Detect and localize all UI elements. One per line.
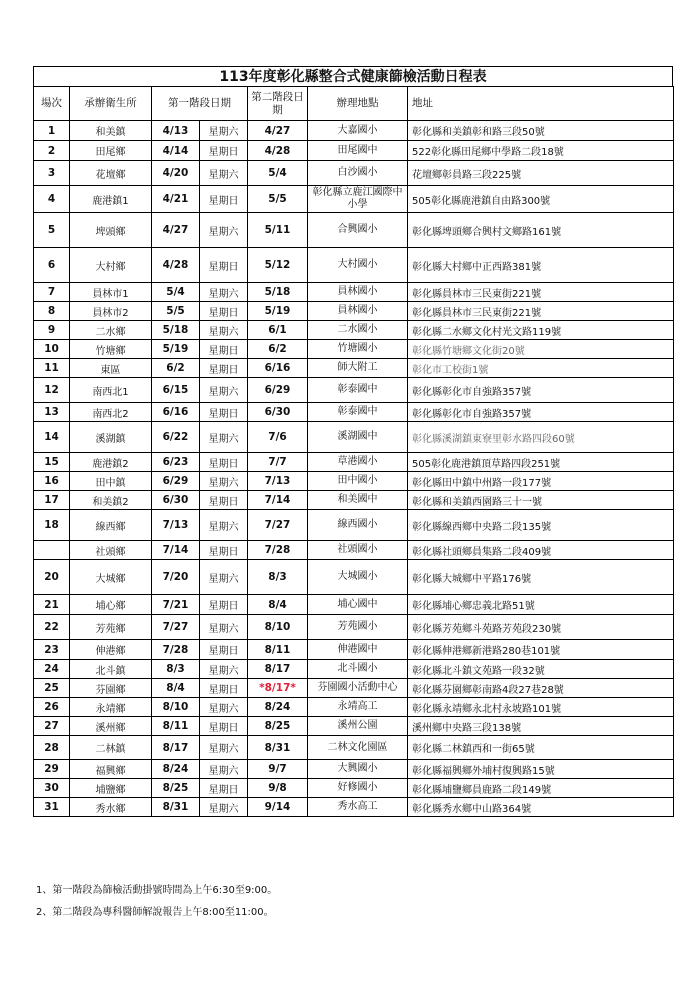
unit-cell: 溪湖鎮 — [70, 422, 152, 453]
stage1-date-cell: 8/24 — [152, 760, 200, 779]
venue-cell: 永靖高工 — [308, 698, 408, 717]
row-number-cell: 24 — [34, 660, 70, 679]
weekday-cell: 星期日 — [200, 359, 248, 378]
row-number-cell: 7 — [34, 283, 70, 302]
unit-cell: 社頭鄉 — [70, 541, 152, 560]
weekday-cell: 星期六 — [200, 798, 248, 817]
row-number-cell: 27 — [34, 717, 70, 736]
row-number-cell — [34, 541, 70, 560]
row-number-cell: 26 — [34, 698, 70, 717]
stage1-date-cell: 6/16 — [152, 403, 200, 422]
row-number-cell: 12 — [34, 378, 70, 403]
stage1-date-cell: 5/4 — [152, 283, 200, 302]
address-cell: 彰化縣彰化市自強路357號 — [408, 403, 674, 422]
table-row — [34, 560, 674, 595]
venue-cell: 溪州公園 — [308, 717, 408, 736]
unit-cell: 花壇鄉 — [70, 161, 152, 186]
stage2-date-cell: 4/28 — [248, 141, 308, 161]
row-number-cell: 1 — [34, 121, 70, 141]
address-cell: 彰化市工校街1號 — [408, 359, 674, 378]
address-cell: 彰化縣永靖鄉永北村永坡路101號 — [408, 698, 674, 717]
table-row — [34, 679, 674, 698]
stage1-date-cell: 7/14 — [152, 541, 200, 560]
weekday-cell: 星期日 — [200, 491, 248, 510]
table-row — [34, 510, 674, 541]
venue-cell: 社頭國小 — [308, 541, 408, 560]
unit-cell: 芳苑鄉 — [70, 615, 152, 640]
weekday-cell: 星期六 — [200, 422, 248, 453]
table-row — [34, 541, 674, 560]
table-row — [34, 359, 674, 378]
weekday-cell: 星期六 — [200, 510, 248, 541]
note-2: 2、第二階段為專科醫師解說報告上午8:00至11:00。 — [36, 907, 274, 918]
venue-cell: 大興國小 — [308, 760, 408, 779]
stage1-date-cell: 8/17 — [152, 736, 200, 760]
table-row — [34, 779, 674, 798]
venue-cell: 員林國小 — [308, 283, 408, 302]
address-cell: 彰化縣線西鄉中央路二段135號 — [408, 510, 674, 541]
table-row — [34, 213, 674, 248]
row-number-cell: 18 — [34, 510, 70, 541]
address-cell: 彰化縣伸港鄉新港路280巷101號 — [408, 640, 674, 660]
table-row — [34, 321, 674, 340]
weekday-cell: 星期日 — [200, 403, 248, 422]
row-number-cell: 31 — [34, 798, 70, 817]
address-cell: 彰化縣芳苑鄉斗苑路芳苑段230號 — [408, 615, 674, 640]
venue-cell: 溪湖國中 — [308, 422, 408, 453]
table-row — [34, 302, 674, 321]
stage2-date-cell: 6/2 — [248, 340, 308, 359]
row-number-cell: 3 — [34, 161, 70, 186]
unit-cell: 南西北2 — [70, 403, 152, 422]
venue-cell: 北斗國小 — [308, 660, 408, 679]
address-cell: 彰化縣埔鹽鄉員鹿路二段149號 — [408, 779, 674, 798]
unit-cell: 福興鄉 — [70, 760, 152, 779]
table-row — [34, 403, 674, 422]
unit-cell: 二水鄉 — [70, 321, 152, 340]
table-row — [34, 378, 674, 403]
address-cell: 522彰化縣田尾鄉中學路二段18號 — [408, 141, 674, 161]
address-cell: 505彰化縣鹿港鎮自由路300號 — [408, 186, 674, 213]
venue-cell: 大城國小 — [308, 560, 408, 595]
row-number-cell: 25 — [34, 679, 70, 698]
venue-cell: 彰泰國中 — [308, 403, 408, 422]
weekday-cell: 星期六 — [200, 378, 248, 403]
header-cell: 第二階段日期 — [248, 87, 308, 121]
stage2-date-cell: 4/27 — [248, 121, 308, 141]
table-row — [34, 186, 674, 213]
address-cell: 彰化縣福興鄉外埔村復興路15號 — [408, 760, 674, 779]
weekday-cell: 星期日 — [200, 779, 248, 798]
row-number-cell: 9 — [34, 321, 70, 340]
stage2-date-cell: 8/11 — [248, 640, 308, 660]
header-cell: 第一階段日期 — [152, 87, 248, 121]
venue-cell: 彰泰國中 — [308, 378, 408, 403]
venue-cell: 二水國小 — [308, 321, 408, 340]
venue-cell: 線西國小 — [308, 510, 408, 541]
unit-cell: 員林市2 — [70, 302, 152, 321]
stage2-date-cell: 7/6 — [248, 422, 308, 453]
address-cell: 彰化縣芬園鄉彰南路4段27巷28號 — [408, 679, 674, 698]
table-row — [34, 595, 674, 615]
stage1-date-cell: 6/30 — [152, 491, 200, 510]
stage1-date-cell: 5/18 — [152, 321, 200, 340]
table-row — [34, 283, 674, 302]
table-row — [34, 717, 674, 736]
venue-cell: 田中國小 — [308, 472, 408, 491]
unit-cell: 南西北1 — [70, 378, 152, 403]
venue-cell: 和美國中 — [308, 491, 408, 510]
stage1-date-cell: 4/20 — [152, 161, 200, 186]
stage1-date-cell: 7/13 — [152, 510, 200, 541]
venue-cell: 田尾國中 — [308, 141, 408, 161]
weekday-cell: 星期六 — [200, 321, 248, 340]
stage2-date-cell: 7/28 — [248, 541, 308, 560]
unit-cell: 埔鹽鄉 — [70, 779, 152, 798]
venue-cell: 師大附工 — [308, 359, 408, 378]
unit-cell: 和美鎮2 — [70, 491, 152, 510]
schedule-table — [33, 86, 674, 817]
stage1-date-cell: 7/20 — [152, 560, 200, 595]
page-title: 113年度彰化縣整合式健康篩檢活動日程表 — [33, 66, 673, 86]
address-cell: 彰化縣大城鄉中平路176號 — [408, 560, 674, 595]
address-cell: 彰化縣彰化市自強路357號 — [408, 378, 674, 403]
stage2-date-cell: 5/5 — [248, 186, 308, 213]
table-row — [34, 798, 674, 817]
venue-cell: 好修國小 — [308, 779, 408, 798]
header-cell: 承辦衛生所 — [70, 87, 152, 121]
stage1-date-cell: 7/21 — [152, 595, 200, 615]
stage1-date-cell: 6/15 — [152, 378, 200, 403]
address-cell: 彰化縣埤頭鄉合興村文鄉路161號 — [408, 213, 674, 248]
row-number-cell: 17 — [34, 491, 70, 510]
stage2-date-cell: 8/24 — [248, 698, 308, 717]
table-row — [34, 453, 674, 472]
weekday-cell: 星期六 — [200, 213, 248, 248]
weekday-cell: 星期日 — [200, 186, 248, 213]
stage2-date-cell: 5/11 — [248, 213, 308, 248]
venue-cell: 草港國小 — [308, 453, 408, 472]
weekday-cell: 星期六 — [200, 121, 248, 141]
weekday-cell: 星期日 — [200, 340, 248, 359]
venue-cell: 芬園國小活動中心 — [308, 679, 408, 698]
table-row — [34, 491, 674, 510]
header-cell: 場次 — [34, 87, 70, 121]
stage2-date-cell: 7/27 — [248, 510, 308, 541]
table-row — [34, 615, 674, 640]
weekday-cell: 星期六 — [200, 560, 248, 595]
venue-cell: 大村國小 — [308, 248, 408, 283]
address-cell: 彰化縣埔心鄉忠義北路51號 — [408, 595, 674, 615]
stage1-date-cell: 8/4 — [152, 679, 200, 698]
weekday-cell: 星期日 — [200, 141, 248, 161]
address-cell: 彰化縣溪湖鎮東寮里彰水路四段60號 — [408, 422, 674, 453]
stage2-date-cell: 9/7 — [248, 760, 308, 779]
unit-cell: 竹塘鄉 — [70, 340, 152, 359]
stage2-date-cell: 6/16 — [248, 359, 308, 378]
table-row — [34, 248, 674, 283]
weekday-cell: 星期日 — [200, 302, 248, 321]
row-number-cell: 16 — [34, 472, 70, 491]
address-cell: 彰化縣秀水鄉中山路364號 — [408, 798, 674, 817]
weekday-cell: 星期日 — [200, 248, 248, 283]
venue-cell: 合興國小 — [308, 213, 408, 248]
row-number-cell: 5 — [34, 213, 70, 248]
address-cell: 505彰化鹿港鎮頂草路四段251號 — [408, 453, 674, 472]
table-row — [34, 422, 674, 453]
venue-cell: 大嘉國小 — [308, 121, 408, 141]
venue-cell: 秀水高工 — [308, 798, 408, 817]
weekday-cell: 星期六 — [200, 698, 248, 717]
stage2-date-cell: 8/4 — [248, 595, 308, 615]
stage2-date-cell: 6/30 — [248, 403, 308, 422]
unit-cell: 埤頭鄉 — [70, 213, 152, 248]
stage2-date-cell: 6/1 — [248, 321, 308, 340]
address-cell: 彰化縣二水鄉文化村光文路119號 — [408, 321, 674, 340]
weekday-cell: 星期日 — [200, 679, 248, 698]
row-number-cell: 2 — [34, 141, 70, 161]
address-cell: 彰化縣北斗鎮文苑路一段32號 — [408, 660, 674, 679]
stage1-date-cell: 8/10 — [152, 698, 200, 717]
unit-cell: 員林市1 — [70, 283, 152, 302]
stage1-date-cell: 5/5 — [152, 302, 200, 321]
unit-cell: 大城鄉 — [70, 560, 152, 595]
header-cell: 地址 — [408, 87, 674, 121]
unit-cell: 大村鄉 — [70, 248, 152, 283]
venue-cell: 伸港國中 — [308, 640, 408, 660]
venue-cell: 白沙國小 — [308, 161, 408, 186]
weekday-cell: 星期日 — [200, 640, 248, 660]
row-number-cell: 14 — [34, 422, 70, 453]
row-number-cell: 8 — [34, 302, 70, 321]
stage2-date-cell: 8/17 — [248, 660, 308, 679]
address-cell: 彰化縣社頭鄉員集路二段409號 — [408, 541, 674, 560]
table-row — [34, 736, 674, 760]
venue-cell: 芳苑國小 — [308, 615, 408, 640]
weekday-cell: 星期日 — [200, 541, 248, 560]
stage1-date-cell: 6/29 — [152, 472, 200, 491]
stage2-date-cell: 5/18 — [248, 283, 308, 302]
venue-cell: 竹塘國小 — [308, 340, 408, 359]
weekday-cell: 星期六 — [200, 760, 248, 779]
stage2-date-cell: 5/19 — [248, 302, 308, 321]
row-number-cell: 30 — [34, 779, 70, 798]
address-cell: 溪州鄉中央路三段138號 — [408, 717, 674, 736]
header-cell: 辦理地點 — [308, 87, 408, 121]
weekday-cell: 星期六 — [200, 472, 248, 491]
stage2-date-cell: 8/31 — [248, 736, 308, 760]
row-number-cell: 15 — [34, 453, 70, 472]
stage1-date-cell: 6/2 — [152, 359, 200, 378]
row-number-cell: 21 — [34, 595, 70, 615]
unit-cell: 田尾鄉 — [70, 141, 152, 161]
stage2-date-cell: 5/4 — [248, 161, 308, 186]
address-cell: 彰化縣和美鎮西園路三十一號 — [408, 491, 674, 510]
table-row — [34, 698, 674, 717]
venue-cell: 埔心國中 — [308, 595, 408, 615]
venue-cell: 彰化縣立鹿江國際中小學 — [308, 186, 408, 213]
unit-cell: 秀水鄉 — [70, 798, 152, 817]
stage2-date-cell: 7/7 — [248, 453, 308, 472]
stage1-date-cell: 4/21 — [152, 186, 200, 213]
stage2-date-cell: 6/29 — [248, 378, 308, 403]
table-row — [34, 340, 674, 359]
stage1-date-cell: 5/19 — [152, 340, 200, 359]
table-header-row — [34, 87, 674, 121]
stage2-date-cell: 8/10 — [248, 615, 308, 640]
table-row — [34, 660, 674, 679]
weekday-cell: 星期六 — [200, 660, 248, 679]
stage1-date-cell: 8/11 — [152, 717, 200, 736]
table-row — [34, 141, 674, 161]
row-number-cell: 22 — [34, 615, 70, 640]
stage1-date-cell: 8/31 — [152, 798, 200, 817]
address-cell: 彰化縣和美鎮彰和路三段50號 — [408, 121, 674, 141]
stage1-date-cell: 4/28 — [152, 248, 200, 283]
weekday-cell: 星期日 — [200, 717, 248, 736]
table-row — [34, 472, 674, 491]
unit-cell: 永靖鄉 — [70, 698, 152, 717]
stage2-date-cell: *8/17* — [248, 679, 308, 698]
row-number-cell: 6 — [34, 248, 70, 283]
stage1-date-cell: 4/14 — [152, 141, 200, 161]
stage2-date-cell: 9/14 — [248, 798, 308, 817]
unit-cell: 溪州鄉 — [70, 717, 152, 736]
row-number-cell: 4 — [34, 186, 70, 213]
stage1-date-cell: 6/23 — [152, 453, 200, 472]
address-cell: 彰化縣竹塘鄉文化街20號 — [408, 340, 674, 359]
stage1-date-cell: 8/3 — [152, 660, 200, 679]
note-1: 1、第一階段為篩檢活動掛號時間為上午6:30至9:00。 — [36, 885, 278, 896]
stage2-date-cell: 7/14 — [248, 491, 308, 510]
table-row — [34, 760, 674, 779]
unit-cell: 鹿港鎮2 — [70, 453, 152, 472]
weekday-cell: 星期六 — [200, 283, 248, 302]
unit-cell: 芬園鄉 — [70, 679, 152, 698]
venue-cell: 二林文化園區 — [308, 736, 408, 760]
stage1-date-cell: 7/27 — [152, 615, 200, 640]
row-number-cell: 29 — [34, 760, 70, 779]
table-row — [34, 640, 674, 660]
weekday-cell: 星期日 — [200, 595, 248, 615]
unit-cell: 二林鎮 — [70, 736, 152, 760]
unit-cell: 和美鎮 — [70, 121, 152, 141]
stage1-date-cell: 8/25 — [152, 779, 200, 798]
row-number-cell: 10 — [34, 340, 70, 359]
row-number-cell: 28 — [34, 736, 70, 760]
unit-cell: 伸港鄉 — [70, 640, 152, 660]
stage1-date-cell: 6/22 — [152, 422, 200, 453]
table-row — [34, 161, 674, 186]
address-cell: 彰化縣田中鎮中州路一段177號 — [408, 472, 674, 491]
table-row — [34, 121, 674, 141]
unit-cell: 線西鄉 — [70, 510, 152, 541]
row-number-cell: 11 — [34, 359, 70, 378]
stage2-date-cell: 8/25 — [248, 717, 308, 736]
weekday-cell: 星期日 — [200, 453, 248, 472]
stage2-date-cell: 9/8 — [248, 779, 308, 798]
stage2-date-cell: 8/3 — [248, 560, 308, 595]
unit-cell: 北斗鎮 — [70, 660, 152, 679]
weekday-cell: 星期六 — [200, 736, 248, 760]
stage1-date-cell: 4/13 — [152, 121, 200, 141]
row-number-cell: 23 — [34, 640, 70, 660]
row-number-cell: 20 — [34, 560, 70, 595]
address-cell: 彰化縣員林市三民東街221號 — [408, 283, 674, 302]
unit-cell: 田中鎮 — [70, 472, 152, 491]
stage2-date-cell: 7/13 — [248, 472, 308, 491]
footnotes — [36, 880, 277, 924]
venue-cell: 員林國小 — [308, 302, 408, 321]
weekday-cell: 星期六 — [200, 615, 248, 640]
address-cell: 花壇鄉彰員路三段225號 — [408, 161, 674, 186]
unit-cell: 鹿港鎮1 — [70, 186, 152, 213]
stage2-date-cell: 5/12 — [248, 248, 308, 283]
stage1-date-cell: 7/28 — [152, 640, 200, 660]
unit-cell: 埔心鄉 — [70, 595, 152, 615]
row-number-cell: 13 — [34, 403, 70, 422]
stage1-date-cell: 4/27 — [152, 213, 200, 248]
address-cell: 彰化縣員林市三民東街221號 — [408, 302, 674, 321]
weekday-cell: 星期六 — [200, 161, 248, 186]
unit-cell: 東區 — [70, 359, 152, 378]
address-cell: 彰化縣大村鄉中正西路381號 — [408, 248, 674, 283]
address-cell: 彰化縣二林鎮西和一街65號 — [408, 736, 674, 760]
